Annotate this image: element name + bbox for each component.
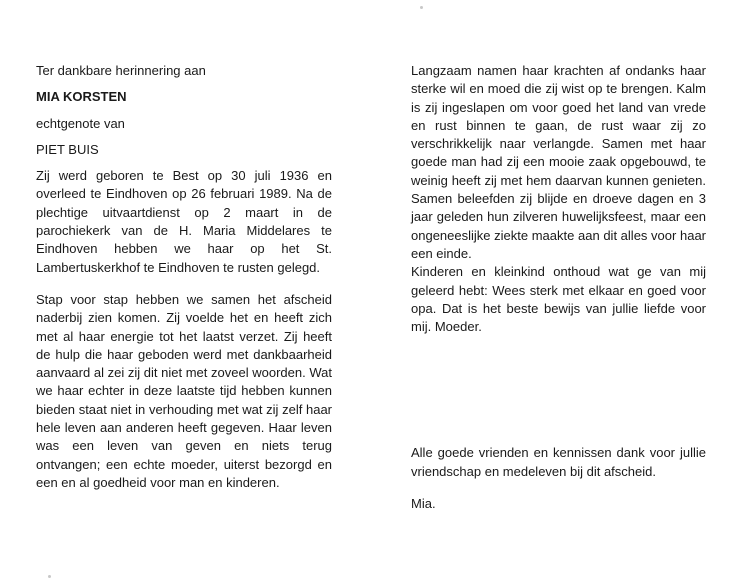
bio-paragraph: Zij werd geboren te Best op 30 juli 1936 en overleed te Eindhoven op 26 februari 1989. Na de plechtige uitvaartdienst op 2 maart in de parochiekerk van de H. Maria Middelares te Eindhoven hebben we haar op het St. Lambertuskerkhof te Eindhoven te rusten gelegd. (36, 168, 332, 275)
right-column (411, 62, 706, 513)
memory-paragraph: Langzaam namen haar krachten af ondanks haar sterke wil en moed die zij wist op te brengen. Kalm is zij ingeslapen om voor goed het land van vrede en rust binnen te gaan, de rust waar zij zo verschrikkelijk naar verlangde. Samen met haar goede man had zij een mooie zaak opgebouwd, te weinig heeft zij met hem daarvan kunnen genieten. Samen beleefden zij blijde en droeve dagen en 3 jaar geleden hun zilveren huwelijksfeest, maar een ongeneeslijke ziekte maakte aan dit alles voor haar een einde. (411, 63, 706, 261)
tribute-paragraph: Stap voor stap hebben we samen het afscheid naderbij zien komen. Zij voelde het en heeft zich met al haar energie tot het laatst verzet. Zij heeft de hulp die haar geboden werd met dankbaarheid aanvaard al zei zij dit niet met zoveel woorden. Wat we haar echter in deze laatste tijd hebben kunnen bieden staat niet in verhouding met wat zij zelf haar hele leven aan anderen heeft gegeven. Haar leven was een leven van geven en niets terug ontvangen; een echte moeder, uiterst bezorgd en een en al goedheid voor man en kinderen. (36, 291, 332, 490)
message-paragraph: Kinderen en kleinkind onthoud wat ge van mij geleerd hebt: Wees sterk met elkaar en goed voor opa. Dat is het beste bewijs van jullie liefde voor mij. Moeder. (411, 264, 706, 335)
print-speck (48, 575, 51, 578)
deceased-name: MIA KORSTEN (36, 89, 127, 105)
signature: Mia. (411, 496, 436, 512)
relation-line: echtgenote van (36, 115, 125, 131)
spouse-name: PIET BUIS (36, 141, 99, 157)
left-column (36, 62, 332, 492)
thanks-paragraph: Alle goede vrienden en kennissen dank voor jullie vriendschap en medeleven bij dit afscheid. (411, 445, 706, 479)
intro-line: Ter dankbare herinnering aan (36, 63, 206, 78)
print-speck (420, 6, 423, 9)
